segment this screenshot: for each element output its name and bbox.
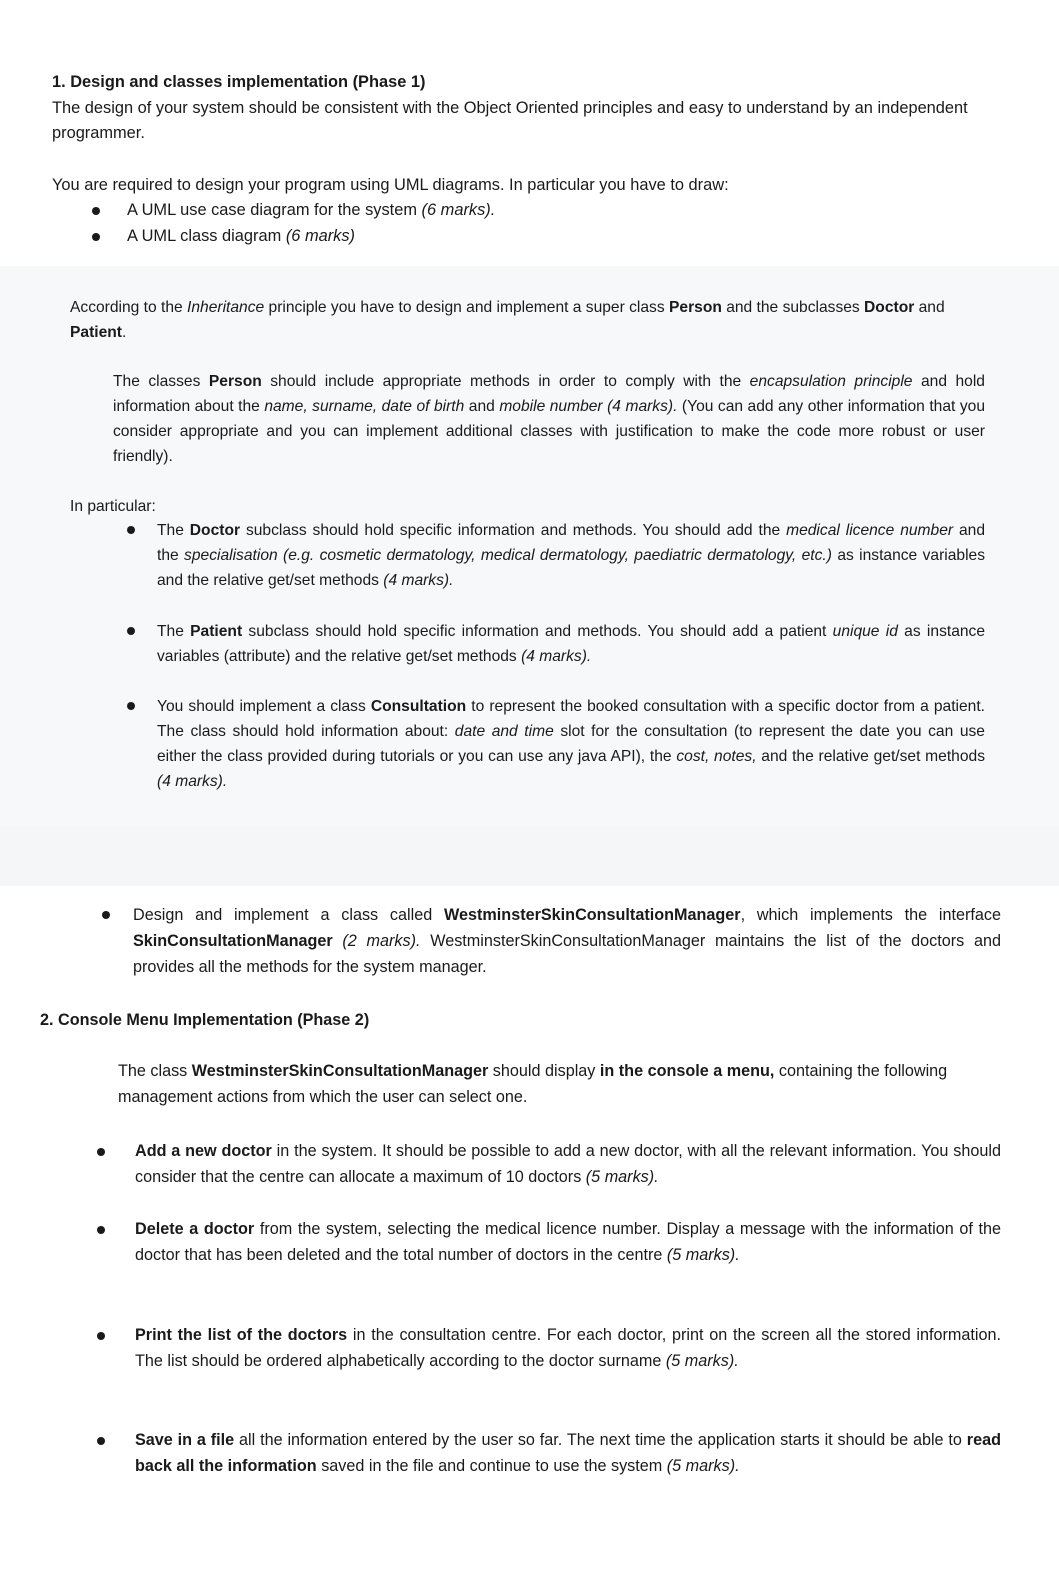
menu-item-save-file: Save in a file all the information entered by the user so far. The next time the application starts it should be able to read back all the information saved in the file and continue to use the system (5 marks).	[135, 1431, 1001, 1475]
patient-item: The Patient subclass should hold specific information and methods. You should add a patient unique id as instance variables (attribute) and the relative get/set methods (4 marks).	[157, 623, 986, 665]
bullet-icon	[127, 702, 135, 710]
uml-item-class: A UML class diagram (6 marks)	[127, 227, 356, 245]
inheritance-paragraph: According to the Inheritance principle you have to design and implement a super class Person and the subclasses Doctor and Patient.	[70, 299, 945, 341]
bullet-icon	[102, 911, 110, 919]
menu-item-delete-doctor: Delete a doctor from the system, selecting the medical licence number. Display a message with the information of the doctor that has been deleted and the total number of doctors in the centre (5 marks).	[135, 1220, 1001, 1264]
menu-item-add-doctor: Add a new doctor in the system. It should be possible to add a new doctor, with all the relevant information. You should consider that the centre can allocate a maximum of 10 doctors (5 marks).	[135, 1142, 1001, 1186]
manager-item: Design and implement a class called WestminsterSkinConsultationManager, which implements the interface SkinConsultationManager (2 marks). WestminsterSkinConsultationManager maintains the list of the doctors and provides all the methods for the system manager.	[133, 906, 1001, 976]
bullet-icon	[97, 1226, 105, 1234]
bullet-icon	[127, 526, 135, 534]
bullet-icon	[97, 1332, 105, 1340]
page-scan-gap	[0, 826, 1059, 886]
bullet-icon	[97, 1148, 105, 1156]
doctor-item: The Doctor subclass should hold specific information and methods. You should add the medical licence number and the specialisation (e.g. cosmetic dermatology, medical dermatology, paediatric dermatology, etc.) as instance variables and the relative get/set methods (4 marks).	[157, 522, 986, 589]
phase2-intro: The class WestminsterSkinConsultationManager should display in the console a menu, containing the following management actions from which the user can select one.	[118, 1062, 948, 1106]
uml-intro: You are required to design your program using UML diagrams. In particular you have to draw:	[52, 176, 729, 194]
bullet-icon	[92, 233, 100, 241]
consultation-item: You should implement a class Consultation to represent the booked consultation with a specific doctor from a patient. The class should hold information about: date and time slot for the consultation (to represent the date you can use either the class provided during tutorials or you can use any java API), the cost, notes, and the relative get/set methods (4 marks).	[157, 698, 985, 790]
bullet-icon	[127, 627, 135, 635]
bullet-icon	[97, 1437, 105, 1445]
phase2-heading: 2. Console Menu Implementation (Phase 2)	[40, 1011, 370, 1029]
menu-item-print-doctors: Print the list of the doctors in the consultation centre. For each doctor, print on the screen all the stored information. The list should be ordered alphabetically according to the doctor surname (5 marks).	[135, 1326, 1002, 1370]
in-particular-label: In particular:	[70, 498, 156, 515]
person-paragraph: The classes Person should include appropriate methods in order to comply with the encapsulation principle and hold information about the name, surname, date of birth and mobile number (4 marks). (You can add any other information that you consider appropriate and you can implement additional classes with justification to make the code more robust or user friendly).	[113, 373, 985, 465]
bullet-icon	[92, 207, 100, 215]
uml-item-use-case: A UML use case diagram for the system (6 marks).	[127, 201, 496, 219]
phase1-heading: 1. Design and classes implementation (Phase 1)	[52, 73, 426, 91]
phase1-intro: The design of your system should be consistent with the Object Oriented principles and easy to understand by an independent programmer.	[52, 99, 968, 142]
